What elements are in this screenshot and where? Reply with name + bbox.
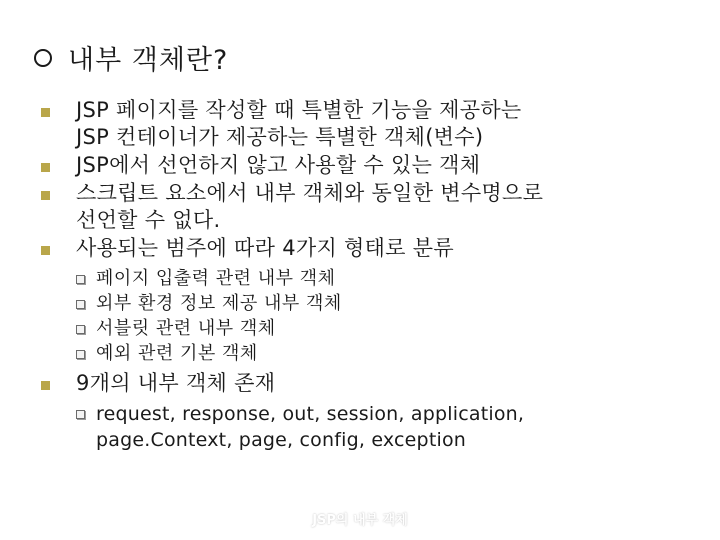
sub-bullet-text: 페이지 입출력 관련 내부 객체 [96, 268, 336, 289]
sub-bullet-text: 예외 관련 기본 객체 [96, 343, 258, 364]
sub-bullet-item [40, 341, 700, 366]
bullet-line: 9개의 내부 객체 존재 [76, 371, 276, 395]
category-sub-list [40, 266, 700, 366]
bullet-line: 사용되는 범주에 따라 4가지 형태로 분류 [76, 236, 454, 260]
slide-title [34, 38, 228, 77]
square-bullet-icon [41, 191, 50, 200]
checkbox-bullet-icon [76, 410, 85, 419]
square-bullet-icon [41, 246, 50, 255]
bullet-line: 스크립트 요소에서 내부 객체와 동일한 변수명으로 [76, 181, 544, 205]
bullet-list [40, 97, 700, 457]
sub-bullet-item [40, 266, 700, 291]
square-bullet-icon [41, 381, 50, 390]
slide-footer: JSP의 내부 객체 [312, 513, 408, 528]
bullet-line: JSP 페이지를 작성할 때 특별한 기능을 제공하는 [76, 98, 522, 122]
sub-bullet-text: 서블릿 관련 내부 객체 [96, 318, 276, 339]
sub-bullet-item [40, 401, 700, 453]
checkbox-bullet-icon [76, 325, 85, 334]
slide-title-text: 내부 객체란? [68, 45, 229, 76]
bullet-item-undeclared [40, 152, 700, 179]
bullet-item-categories [40, 235, 700, 262]
circle-bullet-icon [34, 49, 52, 67]
sub-bullet-text: request, response, out, session, application, [96, 403, 525, 425]
bullet-line: JSP 컨테이너가 제공하는 특별한 객체(변수) [76, 125, 484, 149]
checkbox-bullet-icon [76, 350, 85, 359]
sub-bullet-text: page.Context, page, config, exception [96, 429, 467, 451]
square-bullet-icon [41, 108, 50, 117]
bullet-item-definition [40, 97, 700, 151]
checkbox-bullet-icon [76, 300, 85, 309]
square-bullet-icon [41, 163, 50, 172]
bullet-line: 선언할 수 없다. [76, 208, 221, 232]
sub-bullet-item [40, 291, 700, 316]
sub-bullet-text: 외부 환경 정보 제공 내부 객체 [96, 293, 342, 314]
sub-bullet-item [40, 316, 700, 341]
bullet-item-nine-objects [40, 370, 700, 397]
objects-sub-list [40, 401, 700, 453]
bullet-line: JSP에서 선언하지 않고 사용할 수 있는 객체 [76, 153, 481, 177]
checkbox-bullet-icon [76, 275, 85, 284]
bullet-item-naming-rule [40, 180, 700, 234]
